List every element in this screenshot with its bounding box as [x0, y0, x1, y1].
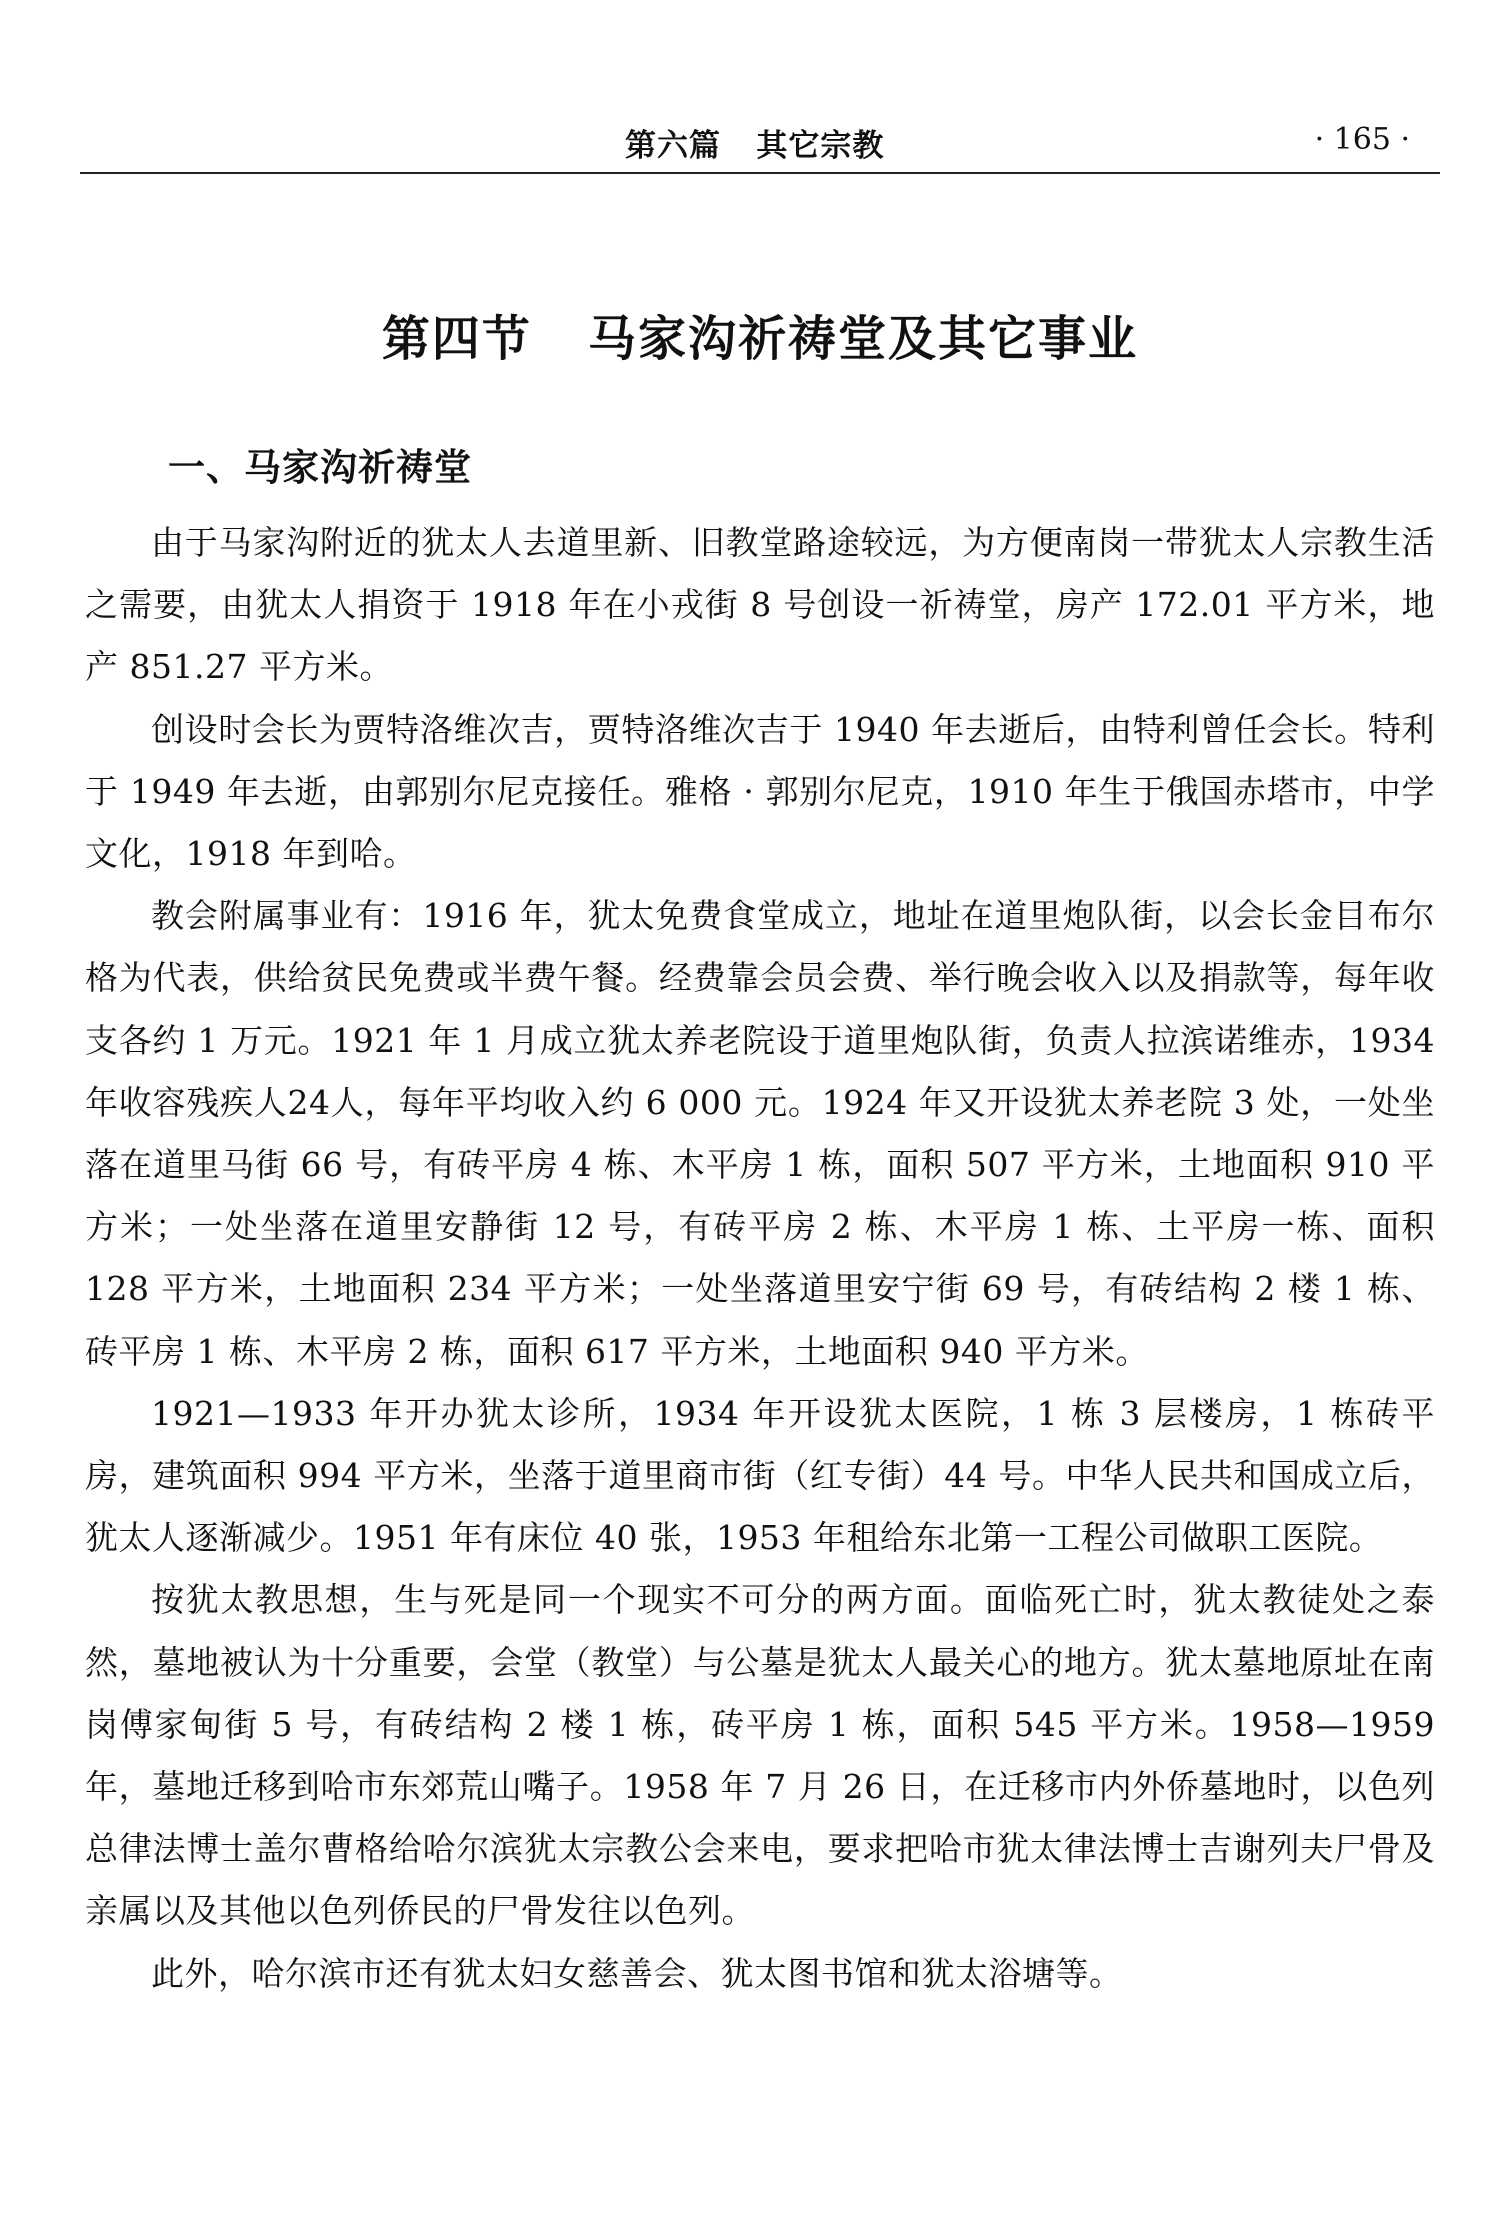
paragraph: 创设时会长为贾特洛维次吉，贾特洛维次吉于 1940 年去逝后，由特利曾任会长。特利于 1949 年去逝，由郭别尔尼克接任。雅格 · 郭别尔尼克，1910 年生于俄国赤塔市，中学文化，1918 年到哈。: [85, 709, 1435, 874]
header-divider: [80, 172, 1440, 174]
body-text: [85, 512, 1435, 2005]
header-chapter-title: 第六篇 其它宗教: [625, 128, 885, 164]
paragraph: 教会附属事业有：1916 年，犹太免费食堂成立，地址在道里炮队街，以会长金目布尔格为代表，供给贫民免费或半费午餐。经费靠会员会费、举行晚会收入以及捐款等，每年收支各约 1 万元。1921 年 1 月成立犹太养老院设于道里炮队街，负责人拉滨诺维赤，1934年收容残疾人24人，每年平均收入约 6 000 元。1924 年又开设犹太养老院 3 处，一处坐落在道里马街 66 号，有砖平房 4 栋、木平房 1 栋，面积 507 平方米，土地面积 910 平方米；一处坐落在道里安静街 12 号，有砖平房 2 栋、木平房 1 栋、土平房一栋、面积 128 平方米，土地面积 234 平方米；一处坐落道里安宁街 69 号，有砖结构 2 楼 1 栋、砖平房 1 栋、木平房 2 栋，面积 617 平方米，土地面积 940 平方米。: [85, 896, 1435, 1371]
section-title: 第四节 马家沟祈祷堂及其它事业: [381, 311, 1139, 367]
subsection-title: 一、马家沟祈祷堂: [168, 446, 472, 489]
paragraph: 此外，哈尔滨市还有犹太妇女慈善会、犹太图书馆和犹太浴塘等。: [151, 1953, 1123, 1993]
paragraph: 由于马家沟附近的犹太人去道里新、旧教堂路途较远，为方便南岗一带犹太人宗教生活之需要，由犹太人捐资于 1918 年在小戎街 8 号创设一祈祷堂，房产 172.01 平方米，地产 851.27 平方米。: [85, 523, 1435, 687]
running-header: [80, 112, 1440, 172]
paragraph: 按犹太教思想，生与死是同一个现实不可分的两方面。面临死亡时，犹太教徒处之泰然，墓地被认为十分重要，会堂（教堂）与公墓是犹太人最关心的地方。犹太墓地原址在南岗傅家甸街 5 号，有砖结构 2 楼 1 栋，砖平房 1 栋，面积 545 平方米。1958—1959 年，墓地迁移到哈市东郊荒山嘴子。1958 年 7 月 26 日，在迁移市内外侨墓地时，以色列总律法博士盖尔曹格给哈尔滨犹太宗教公会来电，要求把哈市犹太律法博士吉谢列夫尸骨及亲属以及其他以色列侨民的尸骨发往以色列。: [85, 1580, 1435, 1931]
page-number: · 165 ·: [1314, 122, 1410, 157]
paragraph: 1921—1933 年开办犹太诊所，1934 年开设犹太医院，1 栋 3 层楼房，1 栋砖平房，建筑面积 994 平方米，坐落于道里商市街（红专街）44 号。中华人民共和国成立后，犹太人逐渐减少。1951 年有床位 40 张，1953 年租给东北第一工程公司做职工医院。: [85, 1393, 1435, 1558]
